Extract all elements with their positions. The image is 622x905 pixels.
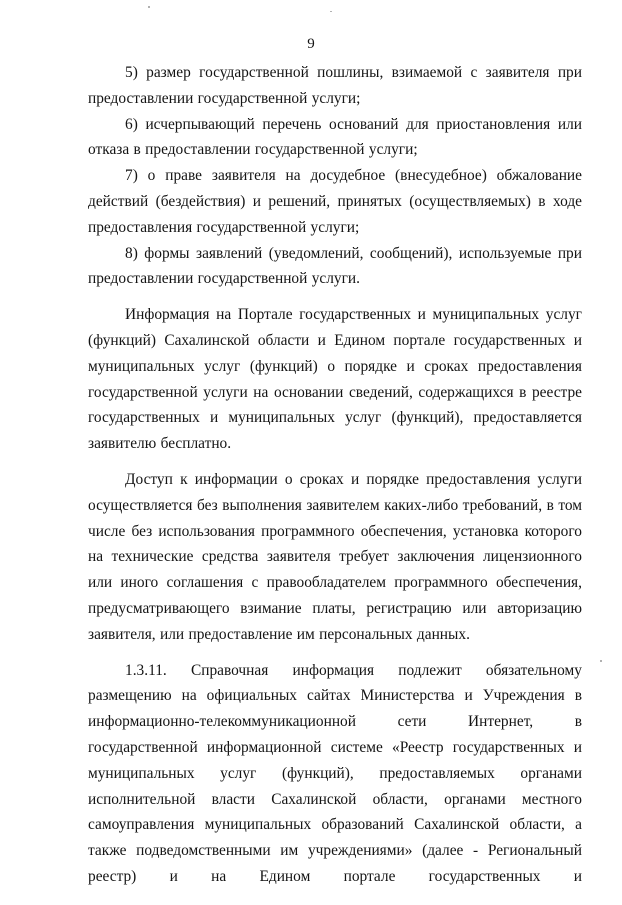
list-item-6: 6) исчерпывающий перечень оснований для приостановления или отказа в предоставлении государственной услуги;	[88, 115, 582, 159]
scan-speck	[330, 11, 332, 12]
list-item-5: 5) размер государственной пошлины, взимаемой с заявителя при предоставлении государственной услуги;	[88, 64, 582, 107]
page-number: 9	[307, 36, 315, 52]
paragraph-section-1-3-11: 1.3.11. Справочная информация подлежит обязательному размещению на официальных сайтах Министерства и Учреждения в информационно-телекоммуникационной сети Интернет, в государственной информационной системе «Реестр государственных и муниципальных услуг (функций), предоставляемых органами исполнительной власти Сахалинской области, органами местного самоуправления муниципальных образований Сахалинской области, а также подведомственными им учреждениями» (далее - Региональный реестр) и на Едином портале государственных и	[88, 661, 582, 885]
document-body	[88, 60, 582, 890]
list-item-8: 8) формы заявлений (уведомлений, сообщений), используемые при предоставлении государственной услуги.	[88, 244, 582, 288]
paragraph-access: Доступ к информации о сроках и порядке предоставления услуги осуществляется без выполнения заявителем каких-либо требований, в том числе без использования программного обеспечения, установка которого на технические средства заявителя требует заключения лицензионного или иного соглашения с правообладателем программного обеспечения, предусматривающего взимание платы, регистрацию или авторизацию заявителя, или предоставление им персональных данных.	[88, 470, 582, 643]
scan-speck	[148, 6, 150, 8]
scan-speck	[600, 660, 602, 662]
list-item-7: 7) о праве заявителя на досудебное (внесудебное) обжалование действий (бездействия) и решений, принятых (осуществляемых) в ходе предоставления государственной услуги;	[88, 167, 582, 236]
paragraph-info-portal: Информация на Портале государственных и муниципальных услуг (функций) Сахалинской области и Едином портале государственных и муниципальных услуг (функций) о порядке и сроках предоставления государственной услуги на основании сведений, содержащихся в реестре государственных и муниципальных услуг (функций), предоставляется заявителю бесплатно.	[88, 306, 582, 453]
